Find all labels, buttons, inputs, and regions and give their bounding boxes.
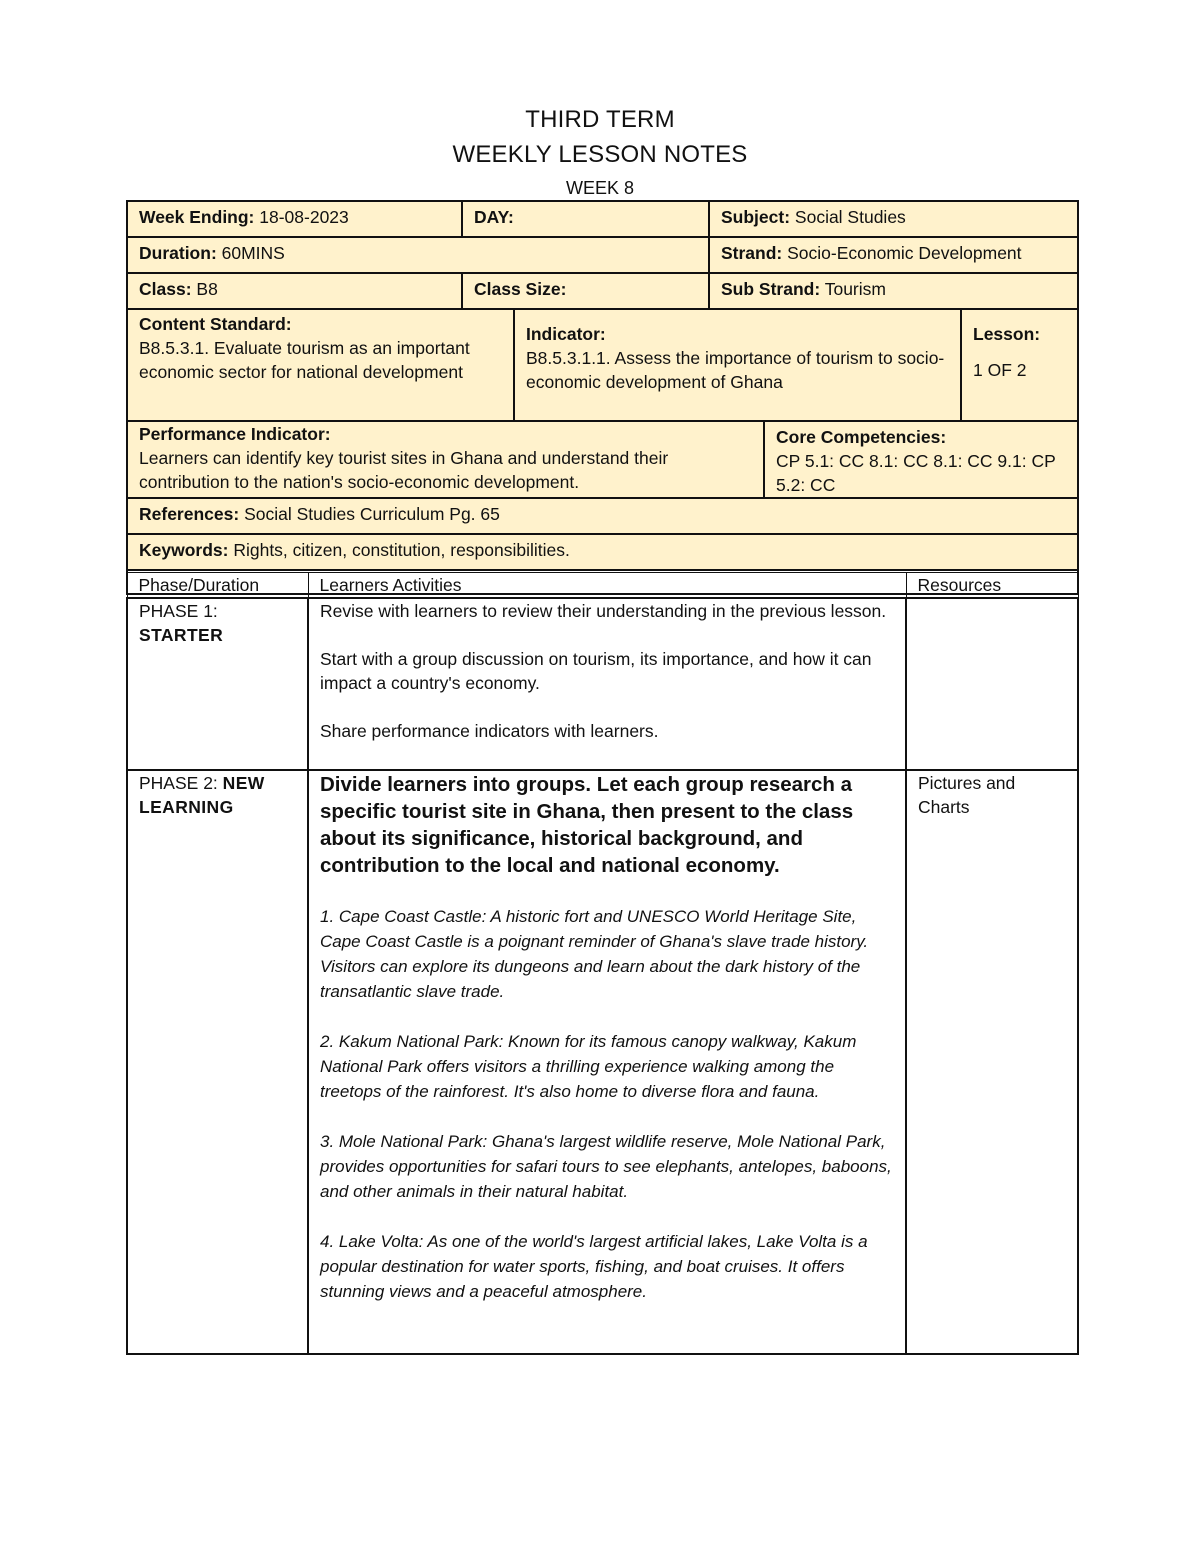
info-row-performance [127,421,1078,498]
col-phase-header: Phase/Duration [127,573,308,599]
week-label: WEEK 8 [565,178,635,198]
phase1-resources-cell [906,598,1078,770]
content-standard-cell: Content Standard: B8.5.3.1. Evaluate tourism as an important economic sector for national development [127,309,514,421]
strand-cell: Strand: Socio-Economic Development [709,237,1078,273]
references-cell: References: Social Studies Curriculum Pg. 65 [127,498,1078,534]
site-cape-coast: 1. Cape Coast Castle: A historic fort and UNESCO World Heritage Site, Cape Coast Castle is a poignant reminder of Ghana's slave trade history. Visitors can explore its dungeons and learn about the dark history of the transatlantic slave trade. [320,907,869,1001]
phase2-resources-cell: Pictures and Charts [906,770,1078,1354]
lesson-info-table [126,200,1079,595]
document-header [0,102,1200,202]
subject-cell: Subject: Social Studies [709,201,1078,237]
info-row-keywords [127,534,1078,570]
term-title: THIRD TERM [525,106,675,133]
keywords-cell: Keywords: Rights, citizen, constitution, responsibilities. [127,534,1078,570]
phases-table [126,572,1079,1355]
phase-row-new-learning [127,770,1078,1354]
info-row-references [127,498,1078,534]
class-cell: Class: B8 [127,273,462,309]
class-size-cell: Class Size: [462,273,709,309]
info-row-standard [127,309,1078,421]
phase-row-starter [127,598,1078,770]
day-cell: DAY: [462,201,709,237]
site-mole: 3. Mole National Park: Ghana's largest wildlife reserve, Mole National Park, provides opportunities for safari tours to see elephants, antelopes, baboons, and other animals in their natural habitat. [320,1132,892,1201]
notes-title: WEEKLY LESSON NOTES [452,141,748,168]
week-ending-cell: Week Ending: 18-08-2023 [127,201,462,237]
indicator-cell: Indicator: B8.5.3.1.1. Assess the importance of tourism to socio-economic development of Ghana [514,309,961,421]
core-competencies-cell: Core Competencies: CP 5.1: CC 8.1: CC 8.1: CC 9.1: CP 5.2: CC [764,421,1078,498]
phase1-activities-cell: Revise with learners to review their understanding in the previous lesson. Start with a group discussion on tourism, its importance, and how it can impact a country's economy. Share performance indicators with learners. [308,598,906,770]
col-activities-header: Learners Activities [308,573,906,599]
phases-header-row [127,573,1078,599]
info-row-week [127,201,1078,237]
lesson-cell: Lesson: 1 OF 2 [961,309,1078,421]
site-lake-volta: 4. Lake Volta: As one of the world's largest artificial lakes, Lake Volta is a popular destination for water sports, fishing, and boat cruises. It offers stunning views and a peaceful atmosphere. [320,1232,868,1301]
phase1-label-cell: PHASE 1: STARTER [127,598,308,770]
sub-strand-cell: Sub Strand: Tourism [709,273,1078,309]
performance-indicator-cell: Performance Indicator: Learners can identify key tourist sites in Ghana and understand their contribution to the nation's socio-economic development. [127,421,764,498]
group-task: Divide learners into groups. Let each group research a specific tourist site in Ghana, then present to the class about its significance, historical background, and contribution to the local and national economy. [320,773,854,877]
duration-cell: Duration: 60MINS [127,237,709,273]
info-row-duration [127,237,1078,273]
info-row-class [127,273,1078,309]
phase2-activities-cell [308,770,906,1354]
col-resources-header: Resources [906,573,1078,599]
site-kakum: 2. Kakum National Park: Known for its famous canopy walkway, Kakum National Park offers visitors a thrilling experience walking among the treetops of the rainforest. It's also home to diverse flora and fauna. [320,1032,857,1101]
phase2-label-cell: PHASE 2: NEW LEARNING [127,770,308,1354]
